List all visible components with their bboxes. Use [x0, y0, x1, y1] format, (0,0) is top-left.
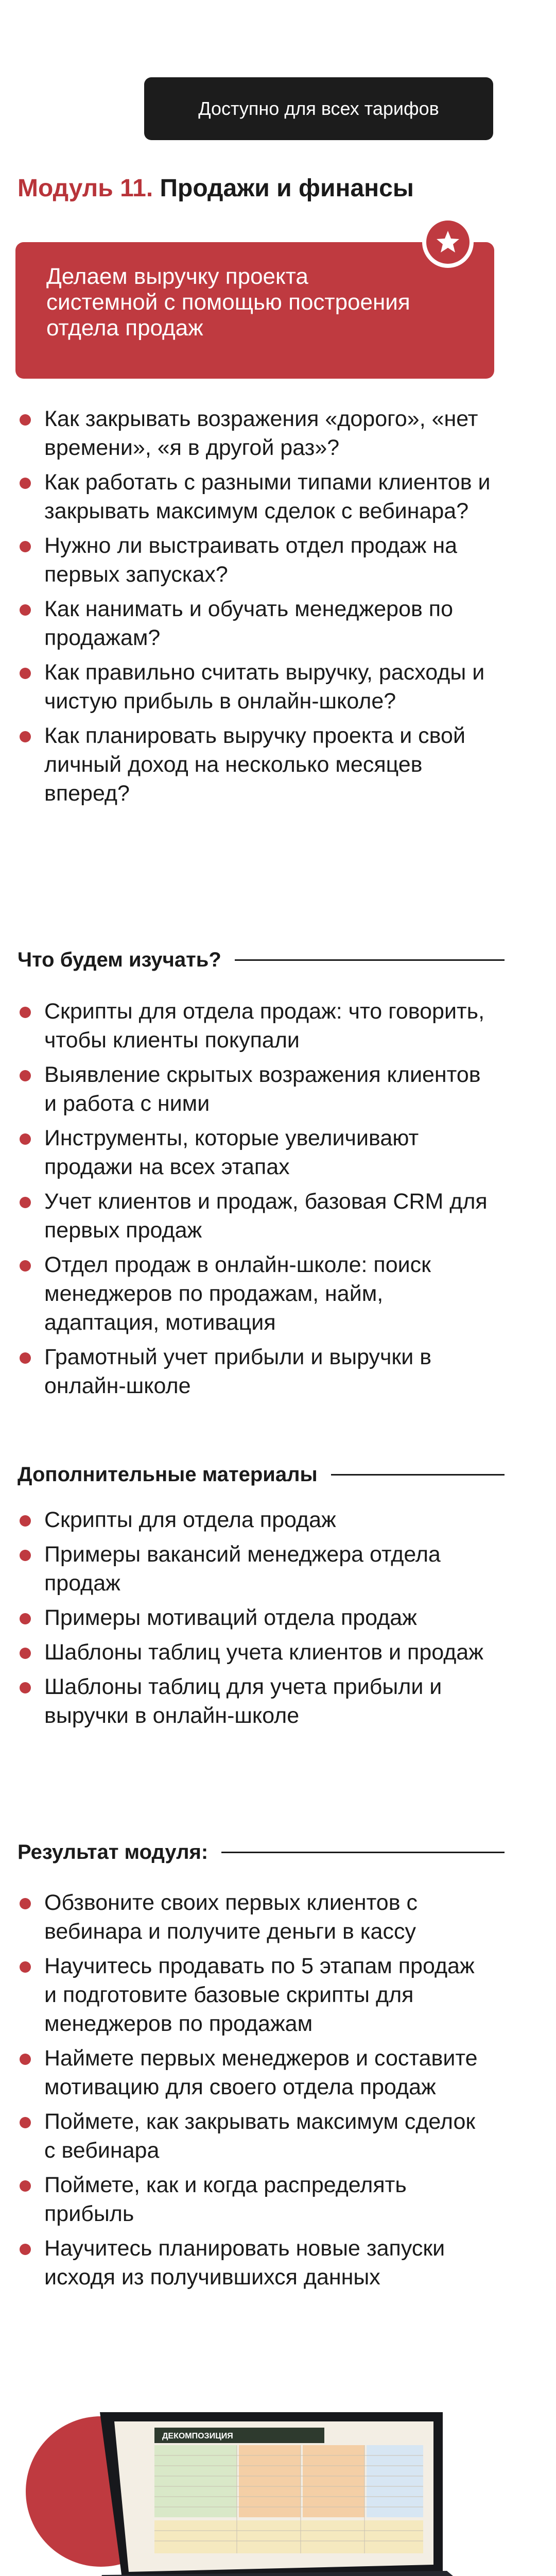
- bullet-dot-icon: [20, 1133, 31, 1145]
- list-item: Как нанимать и обучать менеджеров по продажам?: [18, 595, 491, 652]
- list-item: Поймете, как закрывать максимум сделок с вебинара: [18, 2107, 491, 2165]
- list-item: Научитесь планировать новые запуски исходя из получившихся данных: [18, 2234, 491, 2292]
- list-item: Грамотный учет прибыли и выручки в онлайн-школе: [18, 1343, 491, 1400]
- list-item: Скрипты для отдела продаж: что говорить, чтобы клиенты покупали: [18, 997, 491, 1055]
- list-item: Как закрывать возражения «дорого», «нет времени», «я в другой раз»?: [18, 404, 491, 462]
- divider: [331, 1474, 505, 1476]
- list-item: Инструменты, которые увеличивают продажи на всех этапах: [18, 1124, 491, 1181]
- bullet-dot-icon: [20, 1613, 31, 1624]
- list-item: Шаблоны таблиц для учета прибыли и выручки в онлайн-школе: [18, 1672, 491, 1730]
- list-item: Обзвоните своих первых клиентов с вебинара и получите деньги в кассу: [18, 1888, 491, 1946]
- section-heading-learn: Что будем изучать?: [18, 947, 505, 973]
- module-title: [18, 174, 414, 202]
- laptop-spreadsheet-illustration: [0, 2380, 556, 2576]
- list-item: Наймете первых менеджеров и составите мотивацию для своего отдела продаж: [18, 2044, 491, 2102]
- list-item: Отдел продаж в онлайн-школе: поиск менеджеров по продажам, найм, адаптация, мотивация: [18, 1250, 491, 1337]
- list-item: Примеры мотиваций отдела продаж: [18, 1603, 491, 1632]
- bullet-dot-icon: [20, 1550, 31, 1561]
- bullet-dot-icon: [20, 414, 31, 426]
- hero-banner: [15, 242, 494, 379]
- bullet-dot-icon: [20, 2244, 31, 2255]
- bullet-dot-icon: [20, 1197, 31, 1208]
- list-item: Шаблоны таблиц учета клиентов и продаж: [18, 1638, 491, 1667]
- tariff-badge-label: Доступно для всех тарифов: [198, 98, 439, 119]
- star-icon-glyph: [435, 229, 461, 255]
- section-heading-materials: Дополнительные материалы: [18, 1462, 505, 1487]
- sheet-title: ДЕКОМПОЗИЦИЯ: [162, 2432, 233, 2441]
- section-heading-result: Результат модуля:: [18, 1839, 505, 1865]
- bullet-dot-icon: [20, 1515, 31, 1527]
- hero-text: Делаем выручку проекта системной с помощью построения отдела продаж: [46, 264, 410, 341]
- bullet-dot-icon: [20, 1007, 31, 1018]
- list-item: Учет клиентов и продаж, базовая CRM для первых продаж: [18, 1187, 491, 1245]
- bullet-dot-icon: [20, 604, 31, 616]
- bullet-dot-icon: [20, 2180, 31, 2192]
- result-list: [18, 1888, 491, 2297]
- divider: [235, 959, 505, 961]
- bullet-dot-icon: [20, 478, 31, 489]
- bullet-dot-icon: [20, 1070, 31, 1081]
- bullet-dot-icon: [20, 1352, 31, 1364]
- module-name: Продажи и финансы: [160, 175, 414, 202]
- learn-list: [18, 997, 491, 1406]
- list-item: Как планировать выручку проекта и свой личный доход на несколько месяцев вперед?: [18, 721, 491, 808]
- bullet-dot-icon: [20, 1961, 31, 1973]
- bullet-dot-icon: [20, 1648, 31, 1659]
- question-list: [18, 404, 491, 814]
- bullet-dot-icon: [20, 541, 31, 552]
- divider: [221, 1852, 505, 1853]
- bullet-dot-icon: [20, 1898, 31, 1909]
- star-icon: [422, 216, 474, 268]
- list-item: Примеры вакансий менеджера отдела продаж: [18, 1540, 491, 1598]
- bullet-dot-icon: [20, 668, 31, 679]
- laptop-spreadsheet-icon: [0, 2380, 556, 2576]
- tariff-badge: [144, 77, 493, 140]
- bullet-dot-icon: [20, 2054, 31, 2065]
- list-item: Как работать с разными типами клиентов и закрывать максимум сделок с вебинара?: [18, 468, 491, 526]
- bullet-dot-icon: [20, 731, 31, 742]
- list-item: Выявление скрытых возражения клиентов и работа с ними: [18, 1060, 491, 1118]
- module-number: Модуль 11.: [18, 175, 153, 202]
- bullet-dot-icon: [20, 2117, 31, 2128]
- list-item: Поймете, как и когда распределять прибыль: [18, 2171, 491, 2228]
- list-item: Нужно ли выстраивать отдел продаж на первых запусках?: [18, 531, 491, 589]
- materials-list: [18, 1505, 491, 1736]
- list-item: Научитесь продавать по 5 этапам продаж и подготовите базовые скрипты для менеджеров по продажам: [18, 1952, 491, 2038]
- list-item: Как правильно считать выручку, расходы и чистую прибыль в онлайн-школе?: [18, 658, 491, 716]
- bullet-dot-icon: [20, 1682, 31, 1693]
- bullet-dot-icon: [20, 1260, 31, 1272]
- list-item: Скрипты для отдела продаж: [18, 1505, 491, 1534]
